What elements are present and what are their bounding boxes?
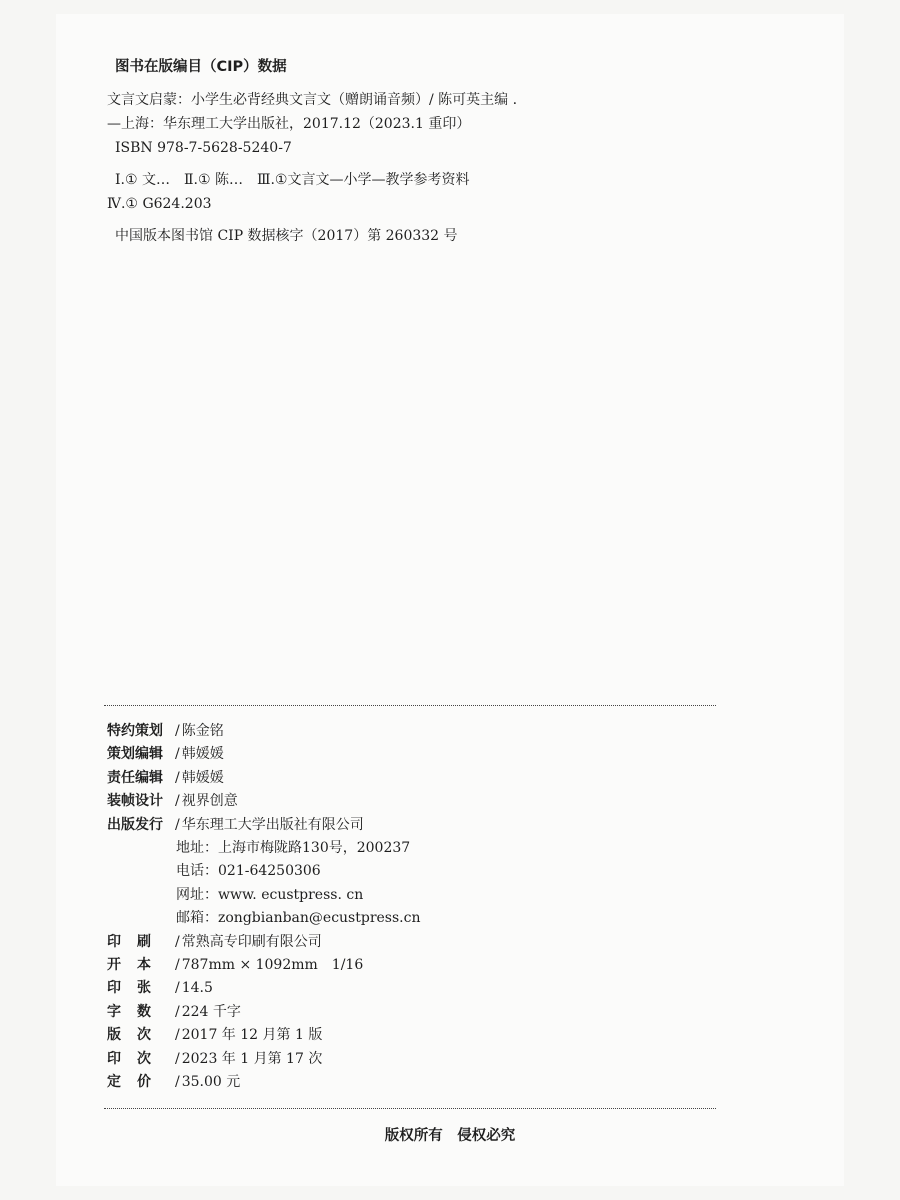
credit-row-sheets: 印 张 / 14.5 — [107, 977, 727, 1000]
credit-label: 装帧设计 — [107, 793, 163, 810]
credit-row-price: 定 价 / 35.00 元 — [107, 1071, 727, 1094]
credit-value: 2023 年 1 月第 17 次 — [181, 1050, 323, 1067]
credit-row-edition: 版 次 / 2017 年 12 月第 1 版 — [107, 1024, 727, 1047]
credit-label: 印 次 — [107, 1050, 151, 1067]
dotted-divider-top — [104, 705, 716, 706]
credit-label: 字 数 — [107, 1003, 151, 1020]
credit-row-format: 开 本 / 787mm × 1092mm 1/16 — [107, 954, 727, 977]
credit-value: 韩媛媛 — [181, 746, 224, 763]
credits-block — [107, 720, 727, 1095]
cip-isbn: ISBN 978-7-5628-5240-7 — [115, 140, 292, 156]
copyright-notice: 版权所有 侵权必究 — [384, 1128, 516, 1144]
publisher-website: 网址：www. ecustpress. cn — [176, 886, 364, 903]
cip-title-line: 文言文启蒙：小学生必背经典文言文（赠朗诵音频）/ 陈可英主编 . — [107, 92, 518, 108]
credit-row-planner: 特约策划 / 陈金铭 — [107, 720, 727, 743]
credit-row-editor-plan: 策划编辑 / 韩媛媛 — [107, 743, 727, 766]
credit-label: 定 价 — [107, 1074, 151, 1091]
credit-value: 787mm × 1092mm 1/16 — [181, 957, 364, 974]
credit-label: 版 次 — [107, 1027, 151, 1044]
credit-label: 出版发行 — [107, 816, 163, 833]
credit-label: 策划编辑 — [107, 746, 163, 763]
cip-block — [107, 55, 747, 248]
publisher-phone: 电话：021-64250306 — [176, 863, 321, 880]
credit-row-editor-resp: 责任编辑 / 韩媛媛 — [107, 767, 727, 790]
cip-class-line-2: Ⅳ.① G624.203 — [107, 196, 212, 212]
credit-row-design: 装帧设计 / 视界创意 — [107, 790, 727, 813]
dotted-divider-bottom — [104, 1108, 716, 1109]
credit-value: 35.00 元 — [181, 1074, 241, 1091]
credit-value: 2017 年 12 月第 1 版 — [181, 1027, 323, 1044]
cip-publisher-line: —上海：华东理工大学出版社，2017.12（2023.1 重印） — [107, 116, 471, 132]
cip-record: 中国版本图书馆 CIP 数据核字（2017）第 260332 号 — [115, 228, 458, 244]
credit-label: 特约策划 — [107, 723, 163, 739]
credit-row-impression: 印 次 / 2023 年 1 月第 17 次 — [107, 1048, 727, 1071]
credit-row-publisher: 出版发行 / 华东理工大学出版社有限公司 — [107, 814, 727, 837]
credit-value: 视界创意 — [181, 793, 238, 810]
credit-value: 常熟高专印刷有限公司 — [181, 933, 322, 950]
credit-value: 14.5 — [181, 980, 213, 997]
credit-value: 224 千字 — [181, 1003, 241, 1020]
credit-label: 责任编辑 — [107, 769, 163, 786]
credit-row-printing: 印 刷 / 常熟高专印刷有限公司 — [107, 931, 727, 954]
credit-value: 华东理工大学出版社有限公司 — [181, 816, 364, 833]
credit-label: 开 本 — [107, 957, 151, 974]
publisher-address: 地址：上海市梅陇路130号，200237 — [176, 840, 411, 857]
credit-row-words: 字 数 / 224 千字 — [107, 1001, 727, 1024]
cip-heading: 图书在版编目（CIP）数据 — [115, 59, 287, 75]
credit-value: 陈金铭 — [181, 723, 224, 739]
credit-value: 韩媛媛 — [181, 769, 224, 786]
cip-class-line-1: Ⅰ.① 文… Ⅱ.① 陈… Ⅲ.①文言文—小学—教学参考资料 — [115, 172, 470, 188]
publisher-email: 邮箱：zongbianban@ecustpress.cn — [176, 910, 421, 927]
credit-label: 印 张 — [107, 980, 151, 997]
credit-label: 印 刷 — [107, 933, 151, 950]
